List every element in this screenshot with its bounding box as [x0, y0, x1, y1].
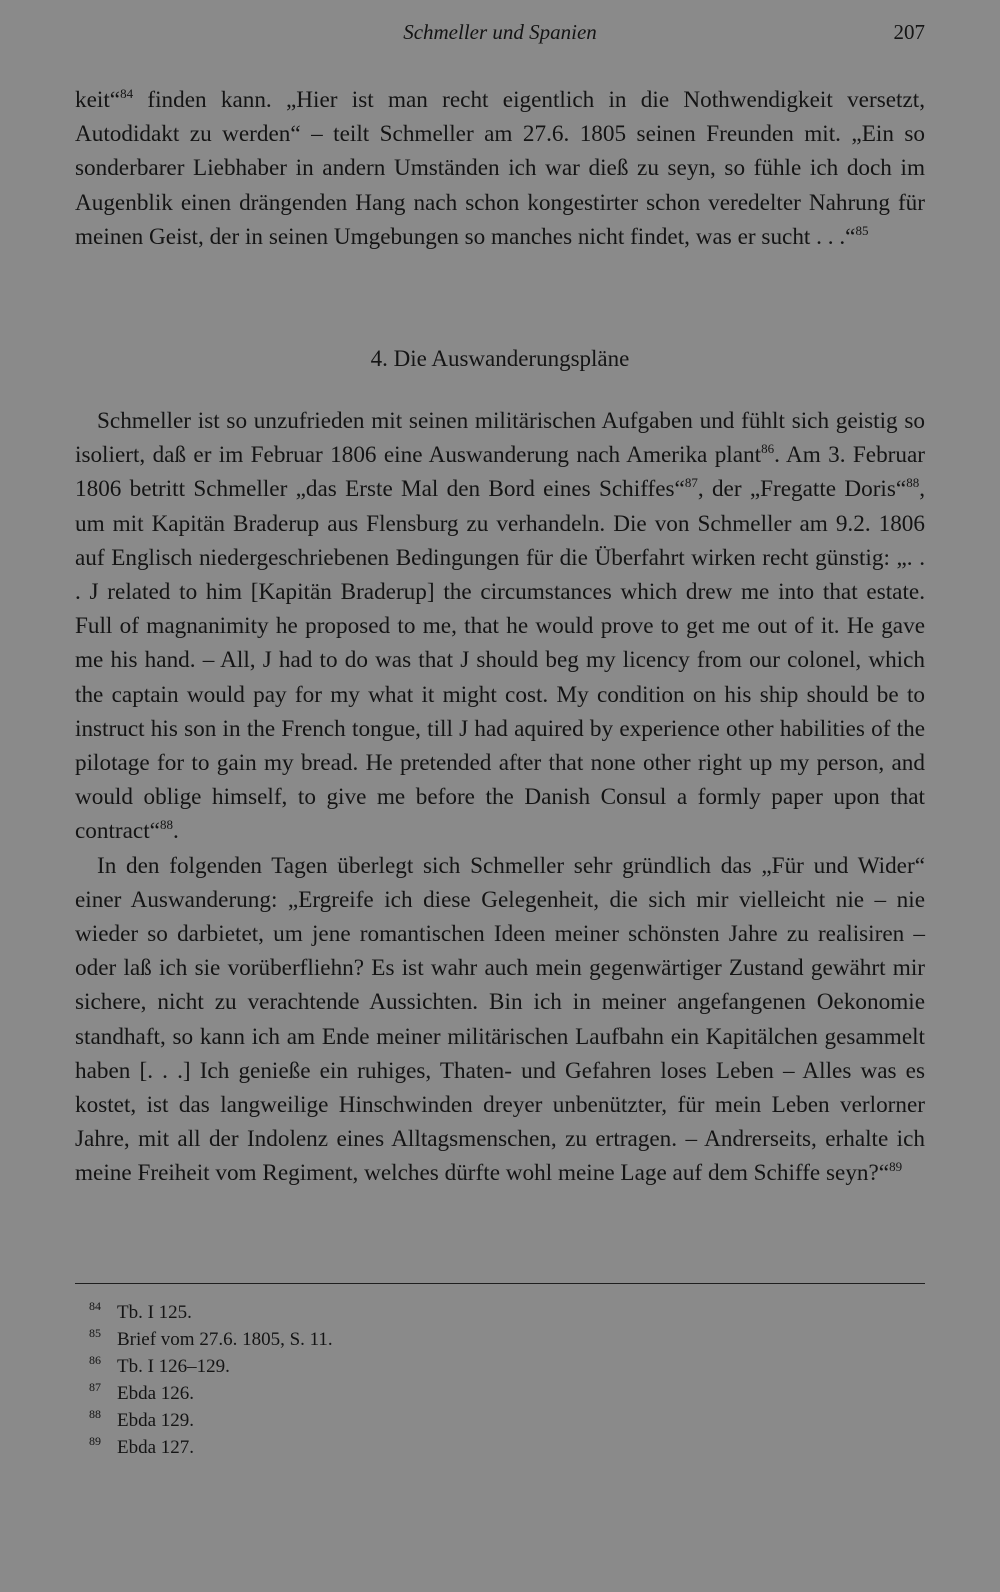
footnote-number: 87: [89, 1380, 101, 1394]
text-run: Schmeller ist so unzufrieden mit seinen militärischen Aufgaben und fühlt sich geistig so isoliert, daß er im Februar 1806 eine Auswanderung nach Amerika plant: [75, 408, 925, 469]
running-title: Schmeller und Spanien: [403, 20, 597, 44]
footnote-ref-88: 88: [906, 475, 920, 491]
footnote-ref-84: 84: [120, 86, 134, 101]
text-run: , um mit Kapitän Braderup aus Flensburg zu verhandeln. Die von Schmeller am 9.2. 1806 auf Englisch niedergeschriebenen Bedingungen für die Überfahrt wirken recht günstig: „. . . J related to him [Kapitän Braderup] the circumstances which drew me into that estate. Full of magnanimity he proposed to me, that he would prove to get me out of it. He gave me his hand. – All, J had to do was that J should beg my licency from our colonel, which the captain would pay for my what it might cost. My condition on his ship should be to instruct his son in the French tongue, till J had aquired by experience other habilities of the pilotage for to gain my bread. He pretended after that none other right up my person, and would oblige himself, to give me before the Danish Consul a formly paper upon that contract“: [75, 476, 925, 845]
section-heading: 4. Die Auswanderungspläne: [370, 346, 630, 371]
footnote: [75, 1300, 925, 1327]
footnote: [75, 1354, 925, 1381]
running-head: [75, 20, 925, 50]
footnote-text: Ebda 127.: [117, 1437, 195, 1458]
footnote: [75, 1408, 925, 1435]
footnote-number: 85: [89, 1326, 101, 1340]
text-run: finden kann. „Hier ist man recht eigentlich in die Nothwendigkeit versetzt, Autodidakt zu werden“ – teilt Schmeller am 27.6. 1805 seinen Freunden mit. „Ein so sonderbarer Liebhaber in andern Umständen ich war dieß zu seyn, so fühle ich doch im Augenblik einen drängenden Hang nach schon kongestirter schon veredelter Nahrung für meinen Geist, der in seinen Umgebungen so manches nicht findet, was er sucht . . .“: [75, 87, 925, 250]
footnote-ref-87: 87: [684, 475, 698, 491]
paragraph-1: [75, 404, 925, 849]
footnote-number: 84: [89, 1299, 101, 1313]
footnotes: [75, 1300, 925, 1462]
footnote-text: Tb. I 126–129.: [117, 1356, 230, 1377]
footnote: [75, 1327, 925, 1354]
footnote-text: Ebda 129.: [117, 1410, 195, 1431]
footnote-ref-89: 89: [889, 1159, 903, 1175]
footnote-number: 89: [89, 1434, 101, 1448]
footnote-ref-86: 86: [761, 441, 775, 457]
footnote-text: Brief vom 27.6. 1805, S. 11.: [117, 1329, 333, 1350]
text-run: .: [172, 818, 179, 845]
footnote-text: Ebda 126.: [117, 1383, 195, 1404]
text-run: In den folgenden Tagen überlegt sich Schmeller sehr gründlich das „Für und Wider“ einer Auswanderung: „Ergreife ich diese Gelegenheit, die sich mir vielleicht nie – nie wieder so darbietet, um jene romantischen Ideen meiner schönsten Jahre zu realisiren – oder laß ich sie vorüberfliehn? Es ist wahr auch mein gegenwärtiger Zustand gewährt mir sichere, nicht zu verachtende Aussichten. Bin ich in meiner angefangenen Oekonomie standhaft, so kann ich am Ende meiner militärischen Laufbahn ein Kapitälchen gesammelt haben [. . .] Ich genieße ein ruhiges, Thaten- und Gefahren loses Leben – Alles was es kostet, ist das langweilige Hinschwinden dreyer unbenützter, für mein Leben verlorner Jahre, mit all der Indolenz eines Alltagsmenschen, zu ertragen. – Andrerseits, erhalte ich meine Freiheit vom Regiment, welches dürfte wohl meine Lage auf dem Schiffe seyn?“: [75, 852, 925, 1187]
footnote-ref-88: 88: [159, 817, 173, 833]
footnote: [75, 1435, 925, 1462]
footnote-number: 88: [89, 1407, 101, 1421]
footnote-number: 86: [89, 1353, 101, 1367]
footnote-ref-85: 85: [855, 222, 869, 238]
text-run: . Am 3. Februar 1806 betritt Schmeller „das Erste Mal den Bord eines Schiffes“: [75, 442, 925, 503]
text-run: , der „Fregatte Doris“: [697, 476, 907, 503]
page-number: 207: [893, 20, 925, 44]
footnote-text: Tb. I 125.: [117, 1302, 192, 1323]
footnote-divider: [75, 1283, 925, 1284]
body-text: [75, 404, 925, 1191]
paragraph-text: [75, 83, 925, 254]
paragraph-2: [75, 849, 925, 1191]
footnote: [75, 1381, 925, 1408]
continuation-paragraph: [75, 83, 925, 254]
text-run: keit“: [75, 87, 121, 113]
